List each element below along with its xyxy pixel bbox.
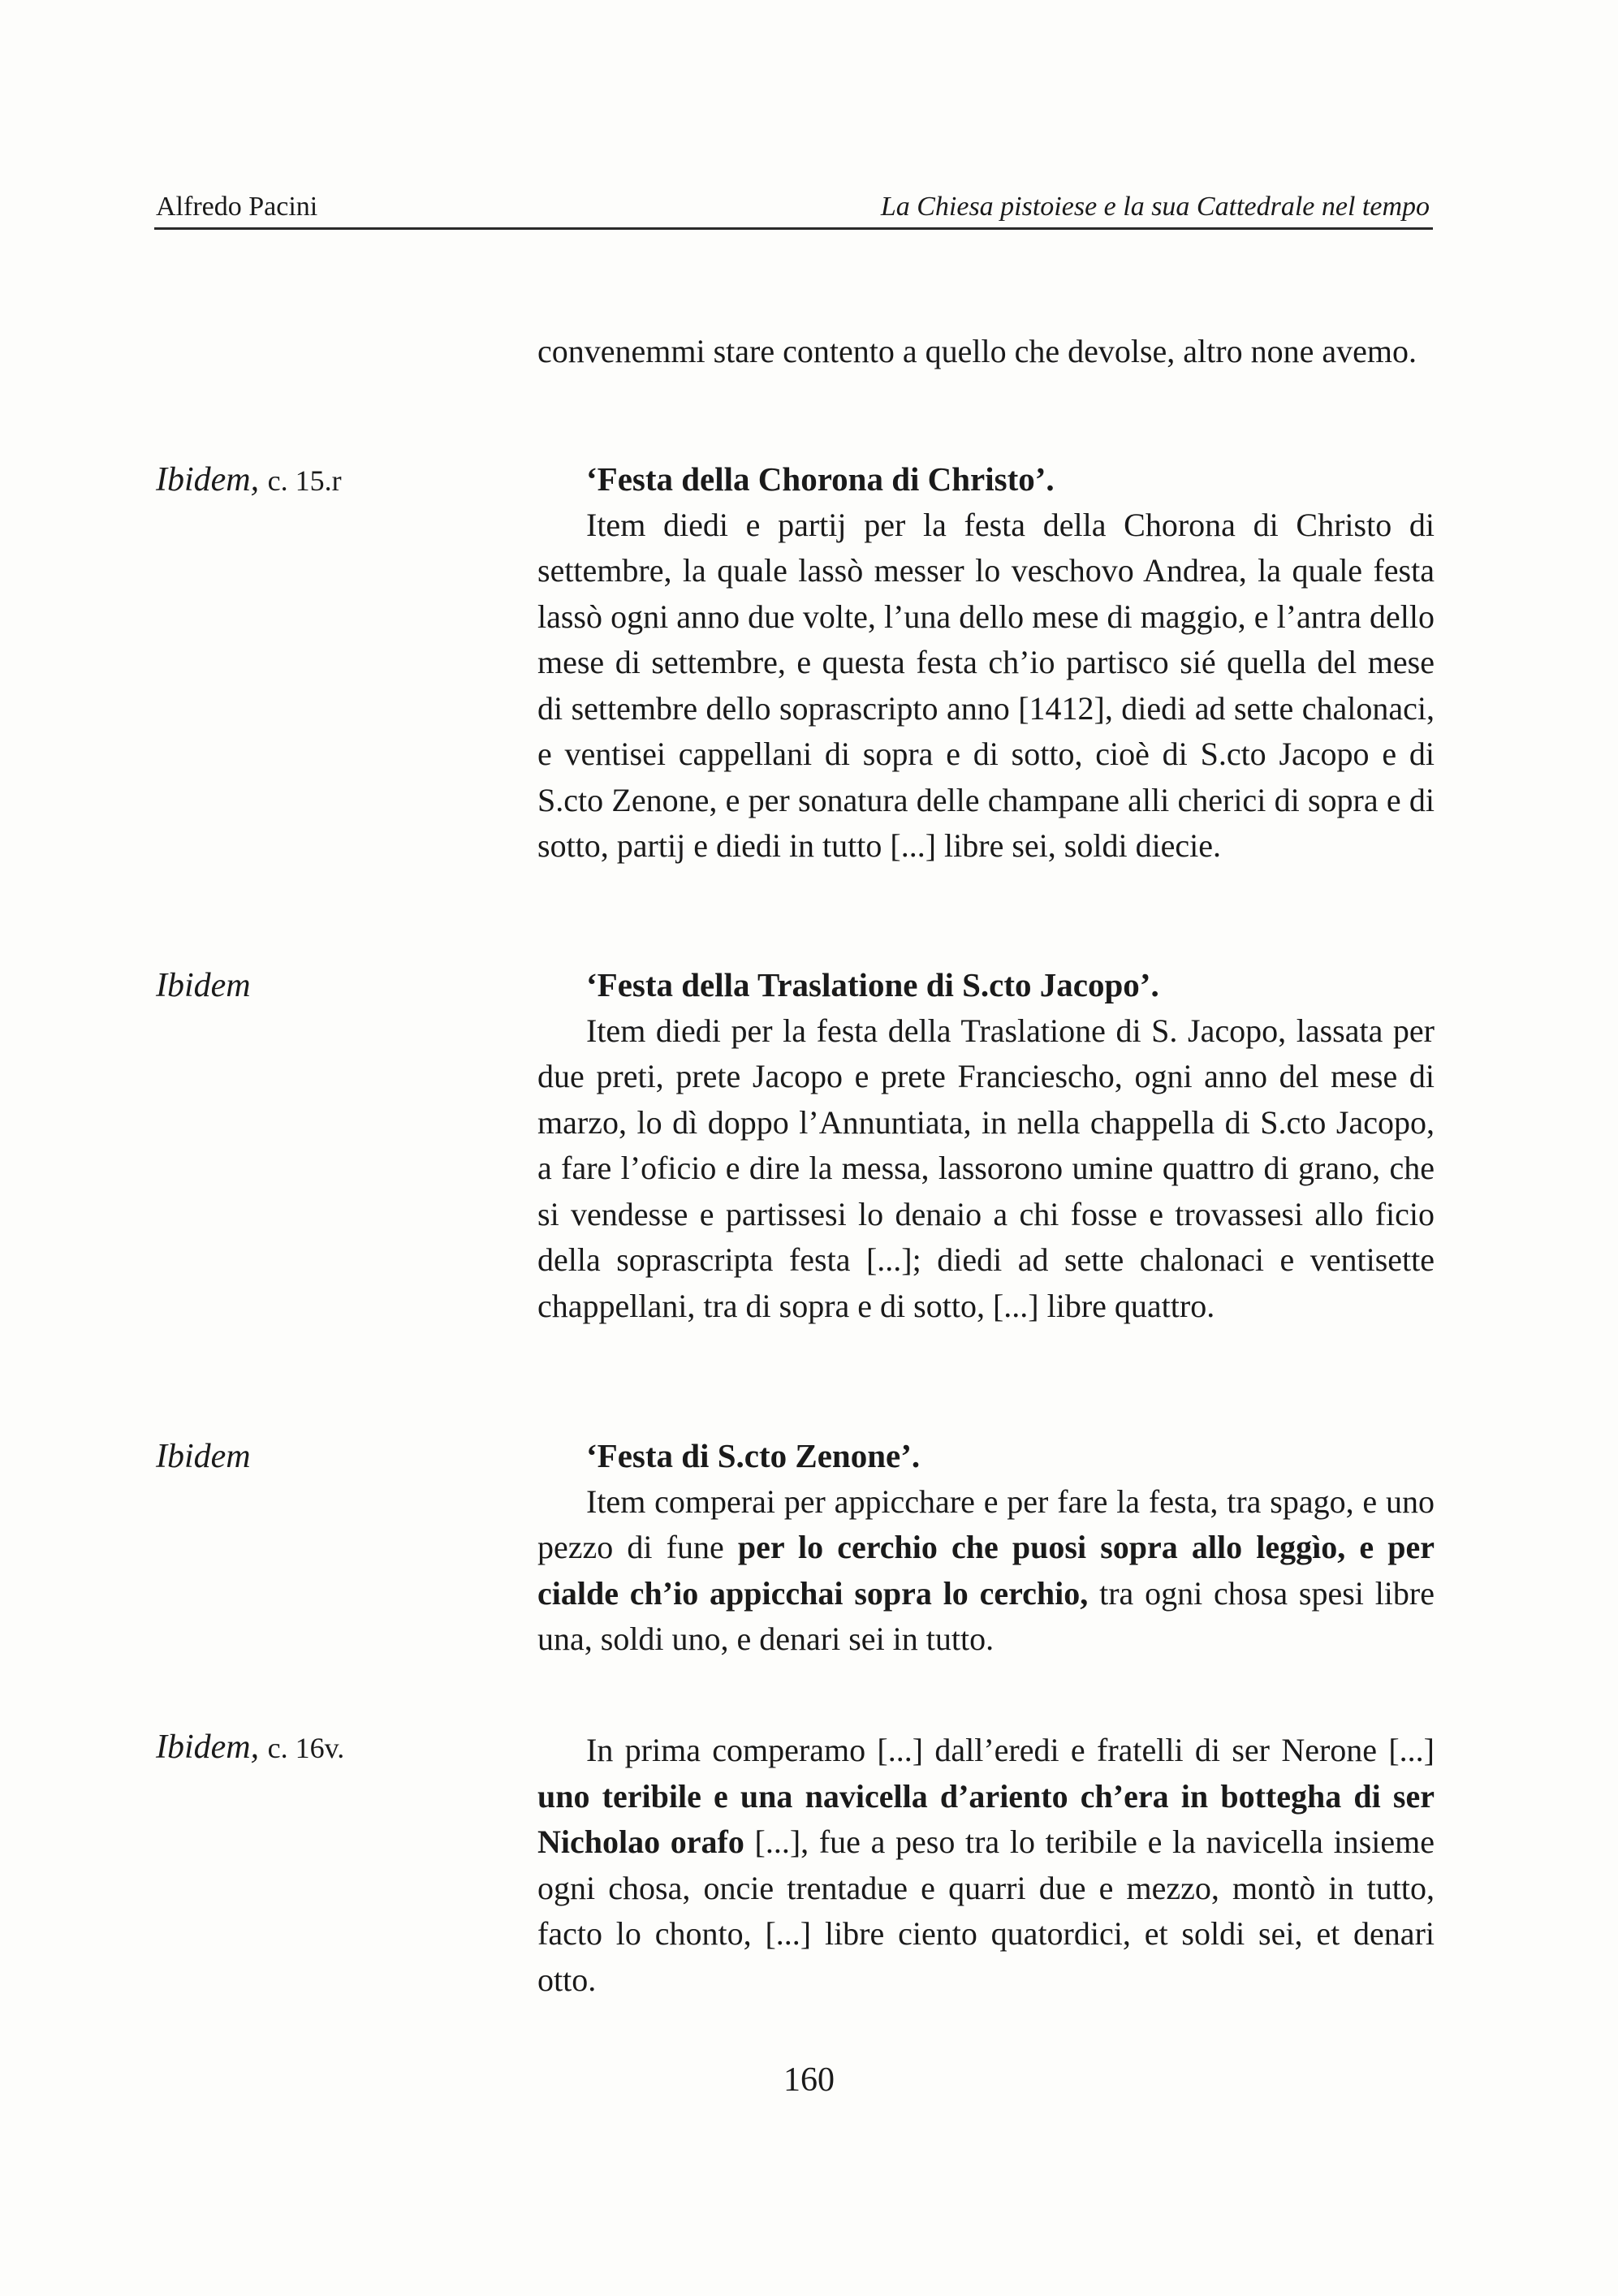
- continuation-block: [537, 329, 1435, 375]
- section-paragraph: [537, 503, 1435, 870]
- section-title: ‘Festa di S.cto Zenone’.: [586, 1437, 921, 1474]
- continuation-text: convenemmi stare contento a quello che devolse, altro none avemo.: [537, 333, 1417, 369]
- margin-note-3: [156, 1437, 251, 1476]
- section-inventory: [537, 1728, 1435, 2003]
- section-chorona: [537, 456, 1435, 870]
- section-traslatione: [537, 962, 1435, 1329]
- margin-note-1: [156, 460, 342, 499]
- margin-ref: c. 15.r: [267, 464, 342, 497]
- section-text: Item diedi per la festa della Traslatione di S. Jacopo, lassata per due preti, prete Jacopo e prete Franciescho, ogni anno del mese di marzo, lo dì doppo l’Annuntiata, in nella chappella di S.cto Jacopo, a fare l’oficio e dire la messa, lassorono umine quattro di grano, che si vendesse e partissesi lo denaio a chi fosse e trovassesi allo ficio della soprascripta festa [...]; diedi ad sette chalonaci e ventisette chappellani, tra di sopra e di sotto, [...] libre quattro.: [537, 1012, 1435, 1324]
- header-title: La Chiesa pistoiese e la sua Cattedrale nel tempo: [880, 192, 1430, 222]
- section-paragraph: [537, 1728, 1435, 2003]
- margin-ref: c. 16v.: [267, 1732, 345, 1764]
- section-text: [...], fue a peso tra lo teribile e la navicella insieme ogni chosa, oncie trentadue e quarri due e mezzo, montò in tutto, facto lo chonto, [...] libre ciento quatordici, et soldi sei, et denari otto.: [537, 1823, 1435, 1998]
- section-title: ‘Festa della Chorona di Christo’.: [586, 460, 1055, 498]
- section-text: tra ogni chosa spesi libre una, soldi uno, e denari sei in tutto.: [537, 1574, 1435, 1657]
- section-zenone: [537, 1433, 1435, 1663]
- section-text-bold: uno teribile e una navicella d’ariento ch’era in bottegha di ser Nicholao orafo: [537, 1777, 1435, 1860]
- section-text: In prima comperamo [...] dall’eredi e fratelli di ser Nerone [...]: [586, 1732, 1435, 1768]
- section-text: Item diedi e partij per la festa della Chorona di Christo di settembre, la quale lassò messer lo veschovo Andrea, la quale festa lassò ogni anno due volte, l’una dello mese di maggio, e l’antra dello mese di settembre, e questa festa ch’io partisco sié quella del mese di settembre dello soprascripto anno [1412], diedi ad sette chalonaci, e ventisei cappellani di sopra e di sotto, cioè di S.cto Jacopo e di S.cto Zenone, e per sonatura delle champane alli cherici di sopra e di sotto, partij e diedi in tutto [...] libre sei, soldi diecie.: [537, 506, 1435, 864]
- section-title: ‘Festa della Traslatione di S.cto Jacopo’.: [586, 966, 1159, 1003]
- section-paragraph: [537, 1008, 1435, 1330]
- section-text: Item comperai per appicchare e per fare la festa, tra spago, e uno pezzo di fune: [537, 1482, 1435, 1565]
- margin-note-2: [156, 966, 251, 1005]
- page-number: 160: [783, 2061, 835, 2099]
- margin-note-4: [156, 1728, 344, 1767]
- margin-label: Ibidem: [156, 1438, 251, 1475]
- section-paragraph: [537, 1479, 1435, 1663]
- margin-label: Ibidem,: [156, 461, 260, 498]
- margin-label: Ibidem: [156, 967, 251, 1004]
- section-text-bold: per lo cerchio che puosi sopra allo leggìo, e per cialde ch’io appicchai sopra lo cerchio,: [537, 1529, 1435, 1612]
- running-header: [154, 187, 1433, 230]
- header-author: Alfredo Pacini: [156, 192, 318, 222]
- margin-label: Ibidem,: [156, 1728, 260, 1766]
